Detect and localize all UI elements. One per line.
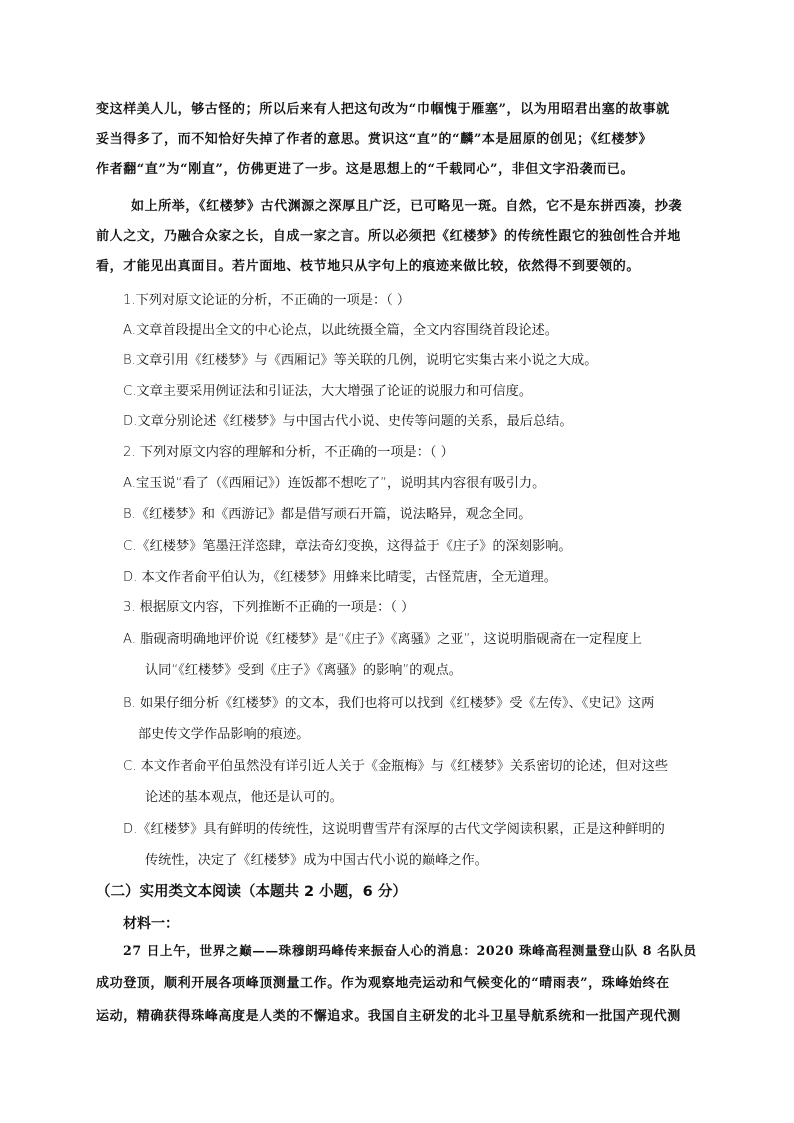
question-2-option-d: D. 本文作者俞平伯认为，《红楼梦》用蜂来比晴雯，古怪荒唐，全无道理。 xyxy=(123,570,557,585)
question-2-stem: 2. 下列对原文内容的理解和分析，不正确的一项是：（ ） xyxy=(123,445,454,460)
question-3-stem: 3. 根据原文内容，下列推断不正确的一项是：（ ） xyxy=(123,600,415,615)
question-1-option-d: D.文章分别论述《红楼梦》与中国古代小说、史传等问题的关系，最后总结。 xyxy=(123,414,573,429)
section-heading: （二）实用类文本阅读（本题共 2 小题，6 分） xyxy=(96,884,407,900)
material-label: 材料一： xyxy=(123,916,179,932)
passage-line: 如上所举，《红楼梦》古代渊源之深厚且广泛，已可略见一斑。自然，它不是东拼西凑，抄袭 xyxy=(131,199,683,214)
material-paragraph-line: 成功登顶，顺利开展各项峰顶测量工作。作为观察地壳运动和气候变化的“晴雨表”，珠峰始终在 xyxy=(96,976,670,991)
question-3-option-c-cont: 论述的基本观点，他还是认可的。 xyxy=(145,790,343,805)
material-paragraph-line: 27 日上午，世界之巅——珠穆朗玛峰传来振奋人心的消息：2020 珠峰高程测量登山队 8 名队员 xyxy=(123,943,697,958)
question-1-stem: 1.下列对原文论证的分析，不正确的一项是：（ ） xyxy=(123,293,411,308)
passage-line: 妥当得多了，而不知恰好失掉了作者的意思。赏识这“直”的“麟”本是屈原的创见；《红楼梦》 xyxy=(96,132,653,147)
material-paragraph-line: 运动，精确获得珠峰高度是人类的不懈追求。我国自主研发的北斗卫星导航系统和一批国产现代测 xyxy=(96,1009,681,1024)
question-3-option-c: C. 本文作者俞平伯虽然没有详引近人关于《金瓶梅》与《红楼梦》关系密切的论述，但对这些 xyxy=(123,759,669,774)
passage-line: 前人之文，乃融合众家之长，自成一家之言。所以必须把《红楼梦》的传统性跟它的独创性合并地 xyxy=(96,229,681,244)
passage-line: 作者翻“直”为“刚直”，仿佛更进了一步。这是思想上的“千载同心”，非但文字沿袭而已。 xyxy=(96,162,635,177)
passage-line: 变这样美人儿，够古怪的；所以后来有人把这句改为“巾帼愧于雁塞”，以为用昭君出塞的故事就 xyxy=(96,102,670,117)
question-2-option-b: B.《红楼梦》和《西游记》都是借写顽石开篇，说法略异，观念全同。 xyxy=(123,507,532,522)
question-3-option-b-cont: 部史传文学作品影响的痕迹。 xyxy=(138,727,310,742)
question-3-option-d-cont: 传统性，决定了《红楼梦》成为中国古代小说的巅峰之作。 xyxy=(145,853,488,868)
passage-line: 看，才能见出真面目。若片面地、枝节地只从字句上的痕迹来做比较，依然得不到要领的。 xyxy=(96,259,641,274)
question-1-option-b: B.文章引用《红楼梦》与《西厢记》等关联的几例，说明它实集古来小说之大成。 xyxy=(123,353,598,368)
question-1-option-a: A.文章首段提出全文的中心论点，以此统摄全篇，全文内容围绕首段论述。 xyxy=(123,323,558,338)
question-2-option-a: A.宝玉说“看了（《西厢记》）连饭都不想吃了”，说明其内容很有吸引力。 xyxy=(123,476,546,491)
question-3-option-a: A. 脂砚斋明确地评价说《红楼梦》是“《庄子》《离骚》之亚”，这说明脂砚斋在一定程度上 xyxy=(123,632,642,647)
question-3-option-a-cont: 认同“《红楼梦》受到《庄子》《离骚》的影响”的观点。 xyxy=(145,663,462,678)
question-2-option-c: C.《红楼梦》笔墨汪洋恣肆，章法奇幻变换，这得益于《庄子》的深刻影响。 xyxy=(123,539,572,554)
question-1-option-c: C.文章主要采用例证法和引证法，大大增强了论证的说服力和可信度。 xyxy=(123,384,533,399)
question-3-option-d: D.《红楼梦》具有鲜明的传统性，这说明曹雪芹有深厚的古代文学阅读积累，正是这种鲜明的 xyxy=(123,822,665,837)
question-3-option-b: B. 如果仔细分析《红楼梦》的文本，我们也将可以找到《红楼梦》受《左传》、《史记》这两 xyxy=(123,696,655,711)
